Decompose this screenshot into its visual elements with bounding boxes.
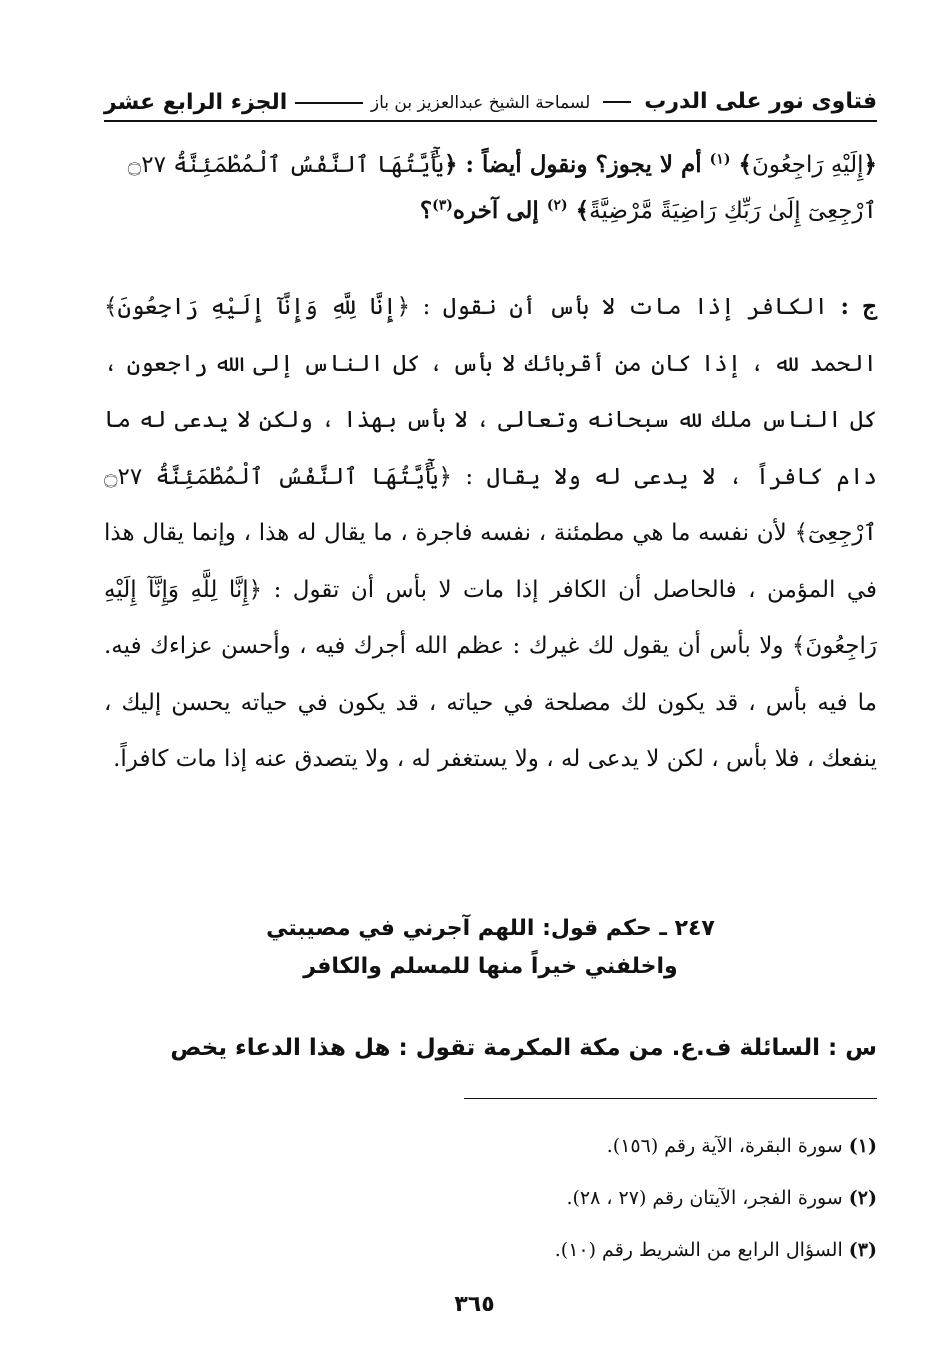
answer-text: ولا بأس أن يقول لك غيرك : عظم الله أجرك فيه ، وأحسن عزاءك فيه. ما فيه بأس ، قد يكون لك مصلحة في حياته ، قد يكون في حياته يحسن إليك ، ينفعك ، فلا بأس ، لكن لا يدعى له ، ولا يستغفر له ، ولا يتصدق عنه إذا مات كافراً. (104, 633, 877, 772)
answer-label: ج : (840, 293, 877, 320)
answer-text: لأن نفسه ما هي مطمئنة ، نفسه فاجرة ، ما يقال له هذا ، وإنما يقال هذا في المؤمن ، فالحاصل أن الكافر إذا مات لا بأس أن تقول : (104, 520, 877, 603)
quran-verse: إِنَّا لِلَّهِ وَإِنَّآ إِلَيْهِ رَاجِعُونَ (117, 294, 397, 320)
footnote-divider (464, 1098, 877, 1099)
footnote-ref: (١) (709, 151, 731, 168)
header-rule (295, 102, 363, 104)
question-text: إلى آخره (452, 197, 539, 224)
footnote-ref: (٢) (546, 197, 568, 214)
answer-paragraph: ج : الكافر إذا مات لا بأس أن نقول : ﴿إِنَّا لِلَّهِ وَإِنَّآ إِلَيْهِ رَاجِعُونَ﴾ الحمد لله ، إذا كان من أقربائك لا بأس ، كل الناس إلى الله راجعون ، كل الناس ملك لله سبحانه وتعالى ، لا بأس بهذا ، ولكن لا يدعى له ما دام كافراً ، لا يدعى له ولا يقال : ﴿يَٰٓأَيَّتُهَا ٱلنَّفْسُ ٱلْمُطْمَئِنَّةُ ۝٢٧ ٱرْجِعِىٓ﴾ لأن نفسه ما هي مطمئنة ، نفسه فاجرة ، ما يقال له هذا ، وإنما يقال هذا في المؤمن ، فالحاصل أن الكافر إذا مات لا بأس أن تقول : ﴿إِنَّا لِلَّهِ وَإِنَّآ إِلَيْهِ رَاجِعُونَ﴾ ولا بأس أن يقول لك غيرك : عظم الله أجرك فيه ، وأحسن عزاءك فيه. ما فيه بأس ، قد يكون لك مصلحة في حياته ، قد يكون في حياته يحسن إليك ، ينفعك ، فلا بأس ، لكن لا يدعى له ، ولا يستغفر له ، ولا يتصدق عنه إذا مات كافراً. (104, 293, 878, 772)
footnote-text: سورة البقرة، الآية رقم (١٥٦). (606, 1135, 843, 1157)
next-question: س : السائلة ف.ع. من مكة المكرمة تقول : هل هذا الدعاء يخص (170, 1035, 877, 1061)
footnote-ref: (٣) (432, 197, 453, 214)
answer-text: الحمد لله ، إذا كان من أقربائك لا بأس ، كل الناس إلى الله راجعون ، كل الناس ملك لله سبحانه وتعالى ، لا بأس بهذا ، ولكن لا يدعى له ما دام كافراً ، لا يدعى له ولا يقال : (104, 350, 877, 490)
quran-verse: إِنَّا لِلَّهِ وَإِنَّآ إِلَيْهِ رَاجِعُونَ (104, 576, 878, 659)
footnotes (177, 1120, 877, 1276)
running-header (104, 84, 877, 122)
book-title: فتاوى نور على الدرب (644, 89, 877, 114)
question-text: أم لا يجوز؟ ونقول أيضاً : (465, 151, 702, 178)
header-book-block (371, 85, 877, 120)
footnote-number: (١) (848, 1135, 877, 1157)
header-dash (603, 101, 631, 103)
section-heading-line: واخلفني خيراً منها للمسلم والكافر (303, 954, 678, 979)
footnote-text: سورة الفجر، الآيتان رقم (٢٧ ، ٢٨). (566, 1187, 843, 1209)
question-mark: ؟ (419, 197, 433, 224)
author-name: لسماحة الشيخ عبدالعزيز بن باز (370, 93, 591, 113)
quran-verse: يَٰٓأَيَّتُهَا ٱلنَّفْسُ ٱلْمُطْمَئِنَّةُ ۝٢٧ ٱرْجِعِىٓ إِلَىٰ رَبِّكِ رَاضِيَةً مَّرْضِيَّةً (127, 152, 877, 224)
answer-text: الكافر إذا مات لا بأس أن نقول : (422, 294, 828, 320)
quran-verse: إِلَيْهِ رَاجِعُونَ (751, 152, 864, 178)
page-number: ٣٦٥ (454, 1292, 495, 1317)
footnote-item (177, 1172, 877, 1224)
question-continuation: ﴿إِلَيْهِ رَاجِعُونَ﴾ $^{(١)}$ أم لا يجوز؟ ونقول أيضاً : ﴿يَٰٓأَيَّتُهَا ٱلنَّفْسُ ٱلْمُطْمَئِنَّةُ ۝٢٧ ٱرْجِعِىٓ إِلَىٰ رَبِّكِ رَاضِيَةً مَّرْضِيَّةً﴾ $^{(٢)}$ إلى آخره$^{(٣)}$؟ (127, 151, 877, 224)
section-heading (104, 910, 877, 986)
part-label: الجزء الرابع عشر (104, 90, 288, 115)
section-heading-line: ٢٤٧ ـ حكم قول: اللهم آجرني في مصيبتي (266, 916, 715, 941)
footnote-text: السؤال الرابع من الشريط رقم (١٠). (554, 1239, 843, 1261)
quran-verse: يَٰٓأَيَّتُهَا ٱلنَّفْسُ ٱلْمُطْمَئِنَّةُ ۝٢٧ ٱرْجِعِىٓ (104, 463, 877, 546)
footnote-item (177, 1120, 877, 1172)
footnote-number: (٣) (848, 1239, 877, 1261)
footnote-number: (٢) (848, 1187, 877, 1209)
footnote-item (177, 1224, 877, 1276)
